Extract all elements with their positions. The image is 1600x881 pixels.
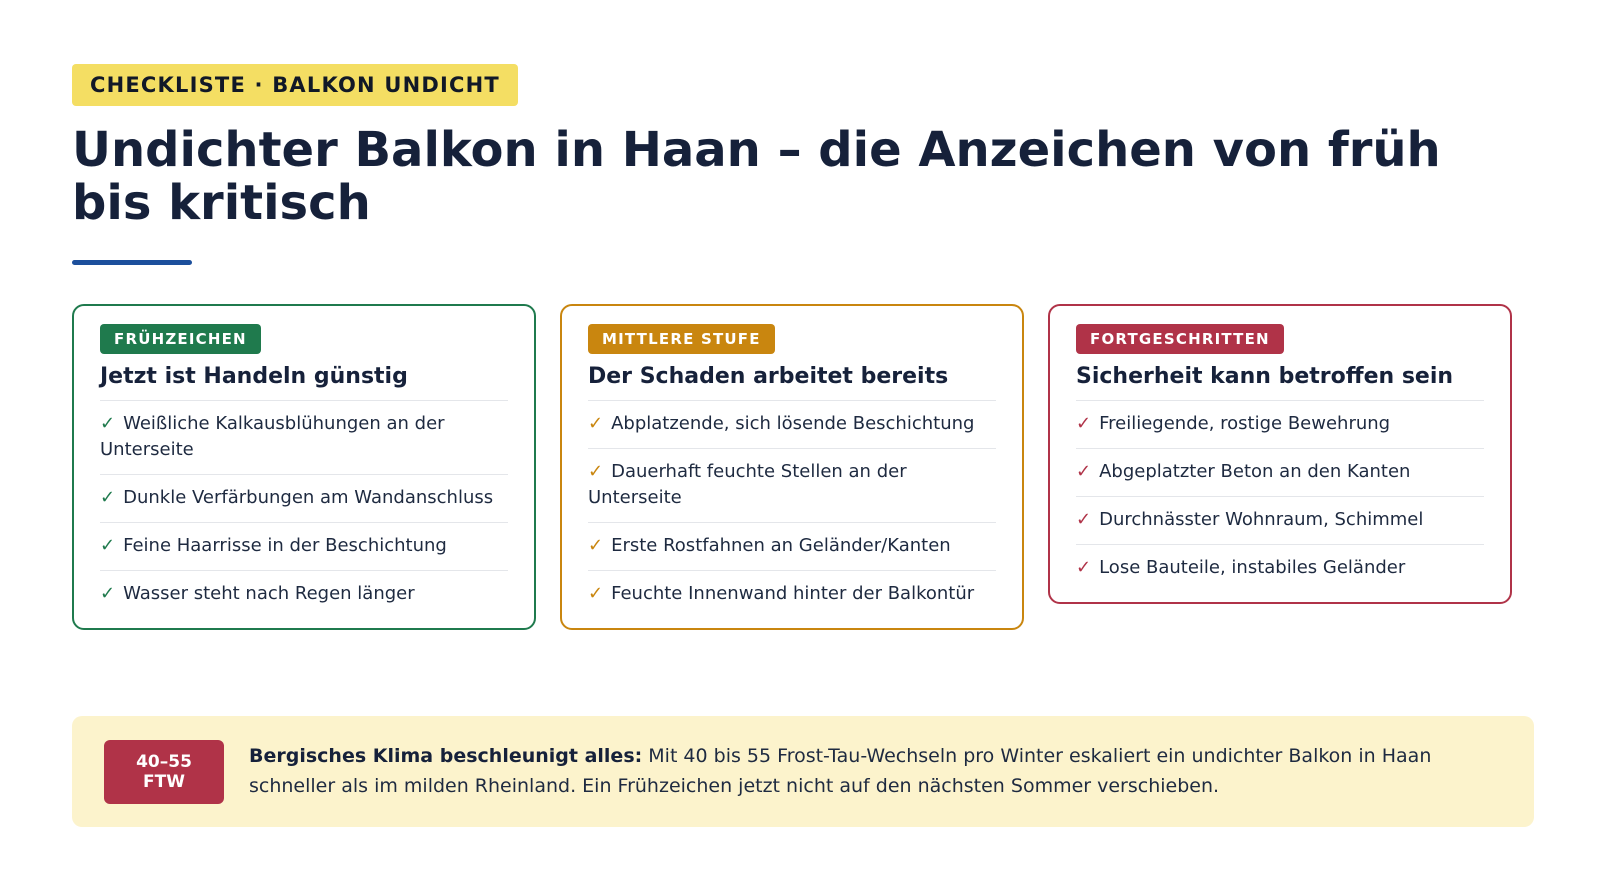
list-item — [1076, 401, 1484, 449]
ftw-badge-value: 40–55 — [136, 752, 192, 772]
ftw-badge — [104, 740, 224, 804]
ftw-badge-unit: FTW — [143, 772, 185, 792]
card-title: Der Schaden arbeitet bereits — [588, 362, 996, 401]
card-badge: FRÜHZEICHEN — [100, 324, 261, 354]
check-icon: ✓ — [588, 413, 604, 434]
card-title: Jetzt ist Handeln günstig — [100, 362, 508, 401]
list-item — [1076, 497, 1484, 545]
check-icon: ✓ — [588, 583, 604, 604]
page-title: Undichter Balkon in Haan – die Anzeichen von früh bis kritisch — [72, 122, 1441, 231]
check-icon: ✓ — [100, 413, 116, 434]
list-item — [1076, 449, 1484, 497]
item-text: Feuchte Innenwand hinter der Balkontür — [611, 583, 975, 604]
item-text: Lose Bauteile, instabiles Geländer — [1099, 557, 1406, 578]
title-underline — [72, 260, 192, 265]
item-text: Abgeplatzter Beton an den Kanten — [1099, 461, 1411, 482]
climate-note — [72, 716, 1534, 827]
check-icon: ✓ — [1076, 557, 1092, 578]
list-item — [100, 475, 508, 523]
card-early-signs — [72, 304, 536, 630]
item-text: Erste Rostfahnen an Geländer/Kanten — [611, 535, 951, 556]
check-icon: ✓ — [100, 487, 116, 508]
checklist — [1076, 401, 1484, 592]
item-text: Weißliche Kalkausblühungen an der Unterseite — [100, 413, 445, 460]
list-item — [1076, 545, 1484, 592]
item-text: Durchnässter Wohnraum, Schimmel — [1099, 509, 1424, 530]
card-advanced — [1048, 304, 1512, 604]
card-middle-stage — [560, 304, 1024, 630]
list-item — [100, 571, 508, 618]
note-lead: Bergisches Klima beschleunigt alles: — [249, 745, 643, 767]
checklist — [100, 401, 508, 618]
check-icon: ✓ — [588, 461, 604, 482]
item-text: Dunkle Verfärbungen am Wandanschluss — [123, 487, 494, 508]
note-body: Mit 40 bis 55 Frost-Tau-Wechseln pro Winter eskaliert ein undichter Balkon in Haan schneller als im milden Rheinland. Ein Frühzeichen jetzt nicht auf den nächsten Sommer verschieben. — [249, 745, 1432, 797]
item-text: Wasser steht nach Regen länger — [123, 583, 415, 604]
check-icon: ✓ — [1076, 509, 1092, 530]
card-badge: MITTLERE STUFE — [588, 324, 775, 354]
stage-cards — [72, 304, 1528, 694]
check-icon: ✓ — [100, 535, 116, 556]
check-icon: ✓ — [100, 583, 116, 604]
check-icon: ✓ — [1076, 461, 1092, 482]
list-item — [100, 401, 508, 475]
checklist — [588, 401, 996, 618]
list-item — [588, 571, 996, 618]
list-item — [588, 449, 996, 523]
card-title: Sicherheit kann betroffen sein — [1076, 362, 1484, 401]
check-icon: ✓ — [588, 535, 604, 556]
list-item — [588, 401, 996, 449]
item-text: Abplatzende, sich lösende Beschichtung — [611, 413, 975, 434]
list-item — [100, 523, 508, 571]
check-icon: ✓ — [1076, 413, 1092, 434]
list-item — [588, 523, 996, 571]
item-text: Dauerhaft feuchte Stellen an der Unterseite — [588, 461, 907, 508]
eyebrow-tag: CHECKLISTE · BALKON UNDICHT — [72, 64, 518, 106]
item-text: Feine Haarrisse in der Beschichtung — [123, 535, 447, 556]
note-text — [249, 741, 1489, 801]
item-text: Freiliegende, rostige Bewehrung — [1099, 413, 1391, 434]
card-badge: FORTGESCHRITTEN — [1076, 324, 1284, 354]
